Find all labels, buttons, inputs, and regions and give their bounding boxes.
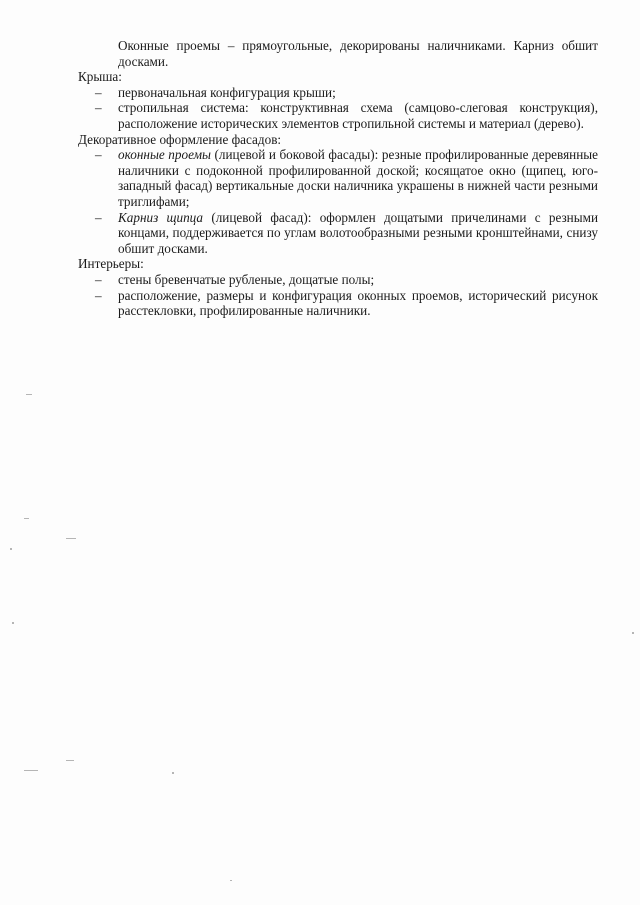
scan-speck [632, 632, 634, 634]
scan-speck [10, 548, 12, 550]
interiors-heading: Интерьеры: [78, 256, 144, 272]
list-item [78, 288, 598, 319]
scan-speck [66, 538, 76, 539]
interiors-list [78, 272, 598, 319]
roof-heading: Крыша: [78, 69, 122, 85]
dash-marker: – [95, 287, 102, 303]
dash-marker: – [95, 271, 102, 287]
list-item-text: расположение, размеры и конфигурация оконных проемов, исторический рисунок расстекловки, профилированные наличники. [118, 287, 598, 319]
list-item-text: первоначальная конфигурация крыши; [118, 84, 336, 100]
scan-speck [66, 760, 74, 761]
list-item-text: (лицевой фасад): оформлен дощатыми причелинами с резными концами, поддерживается по углам волотообразными резными кронштейнами, снизу обшит досками. [118, 209, 599, 256]
list-item-lead: оконные проемы [118, 147, 211, 163]
list-item-text: стропильная система: конструктивная схема (самцово-слеговая конструкция), расположение исторических элементов стропильной системы и материал (дерево). [118, 100, 598, 131]
list-item [78, 85, 598, 101]
dash-marker: – [95, 84, 102, 100]
list-item [78, 272, 598, 288]
list-item-text: стены бревенчатые рубленые, дощатые полы; [118, 271, 375, 287]
list-item-lead: Карниз щипца [118, 209, 204, 225]
scan-speck [12, 622, 14, 624]
decor-heading: Декоративное оформление фасадов: [78, 131, 282, 147]
scan-speck [172, 772, 174, 774]
decor-list [78, 147, 598, 256]
scan-speck [24, 518, 29, 519]
list-item [78, 147, 598, 209]
roof-list [78, 85, 598, 132]
list-item [78, 100, 598, 131]
dash-marker: – [95, 209, 102, 225]
list-item [78, 210, 598, 257]
document-body [78, 38, 598, 319]
scan-speck [26, 394, 32, 395]
scan-speck [24, 770, 38, 771]
scan-speck [230, 880, 232, 881]
dash-marker: – [95, 100, 102, 116]
dash-marker: – [95, 147, 102, 163]
intro-paragraph: Оконные проемы – прямоугольные, декорированы наличниками. Карниз обшит досками. [118, 38, 598, 69]
list-item-text: (лицевой и боковой фасады): резные профилированные деревянные наличники с подоконной профилированной доской; косящатое окно (щипец, юго-западный фасад) вертикальные доски наличника украшены в нижней части резными триглифами; [118, 147, 598, 209]
